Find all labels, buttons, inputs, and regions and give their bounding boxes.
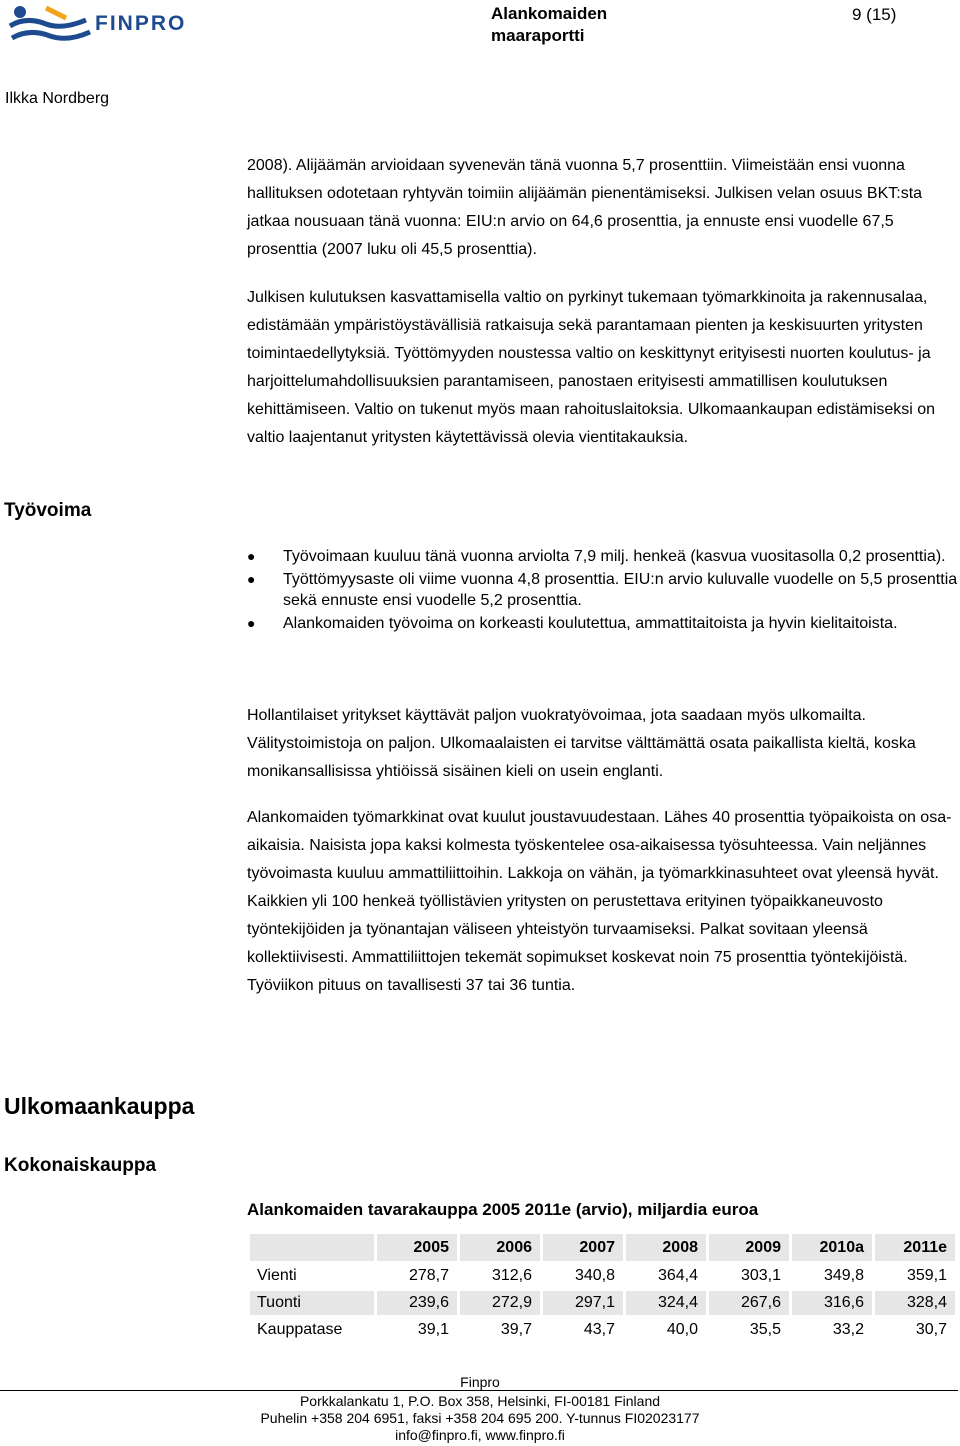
page-number: 9 (15) bbox=[852, 5, 897, 24]
bullet-text: Työttömyysaste oli viime vuonna 4,8 prosenttia. EIU:n arvio kuluvalle vuodelle on 5,5 prosenttia sekä ennuste ensi vuodelle 5,2 prosenttia. bbox=[283, 571, 958, 609]
table-cell: 349,8 bbox=[792, 1264, 872, 1288]
footer-web: info@finpro.fi, www.finpro.fi bbox=[395, 1427, 565, 1443]
row-label: Vienti bbox=[250, 1264, 374, 1288]
table-cell: 340,8 bbox=[543, 1264, 623, 1288]
footer-phone: Puhelin +358 204 6951, faksi +358 204 695 200. Y-tunnus FI02023177 bbox=[260, 1410, 700, 1426]
document-title bbox=[491, 3, 607, 47]
table-row bbox=[250, 1291, 955, 1315]
table-cell: 39,1 bbox=[377, 1318, 457, 1342]
table-cell: 39,7 bbox=[460, 1318, 540, 1342]
table-header-cell: 2010a bbox=[792, 1234, 872, 1261]
document-title-line1: Alankomaiden bbox=[491, 4, 608, 23]
logo-text: FINPRO bbox=[95, 12, 187, 35]
table-cell: 43,7 bbox=[543, 1318, 623, 1342]
bullet-text: Työvoimaan kuuluu tänä vuonna arviolta 7,9 milj. henkeä (kasvua vuositasolla 0,2 prosenttia). bbox=[283, 548, 946, 565]
table-header-cell: 2011e bbox=[875, 1234, 955, 1261]
workforce-bullet-list bbox=[247, 546, 959, 636]
table-cell: 364,4 bbox=[626, 1264, 706, 1288]
table-cell: 312,6 bbox=[460, 1264, 540, 1288]
bullet-icon: ● bbox=[247, 615, 256, 631]
trade-table bbox=[247, 1231, 958, 1345]
table-cell: 267,6 bbox=[709, 1291, 789, 1315]
table-cell: 328,4 bbox=[875, 1291, 955, 1315]
bullet-icon: ● bbox=[247, 571, 256, 587]
list-item bbox=[247, 569, 959, 611]
document-title-line2: maaraportti bbox=[491, 26, 585, 45]
table-header-cell: 2007 bbox=[543, 1234, 623, 1261]
author: Ilkka Nordberg bbox=[5, 90, 110, 107]
footer-org: Finpro bbox=[460, 1374, 500, 1390]
table-title: Alankomaiden tavarakauppa 2005 2011e (arvio), miljardia euroa bbox=[247, 1200, 759, 1219]
list-item bbox=[247, 613, 959, 634]
table-cell: 303,1 bbox=[709, 1264, 789, 1288]
table-header-cell: 2008 bbox=[626, 1234, 706, 1261]
bullet-text: Alankomaiden työvoima on korkeasti koulutettua, ammattitaitoista ja hyvin kielitaitoista. bbox=[283, 615, 898, 632]
table-cell: 272,9 bbox=[460, 1291, 540, 1315]
table-header-empty bbox=[250, 1234, 374, 1261]
table-header-cell: 2006 bbox=[460, 1234, 540, 1261]
table-cell: 316,6 bbox=[792, 1291, 872, 1315]
table-header-row bbox=[250, 1234, 955, 1261]
table-header-cell: 2005 bbox=[377, 1234, 457, 1261]
table-cell: 359,1 bbox=[875, 1264, 955, 1288]
section-heading: Ulkomaankauppa bbox=[4, 1093, 195, 1119]
finpro-logo-icon bbox=[6, 2, 96, 48]
list-item bbox=[247, 546, 959, 567]
table-cell: 278,7 bbox=[377, 1264, 457, 1288]
paragraph-labour-market: Alankomaiden työmarkkinat ovat kuulut joustavuudestaan. Lähes 40 prosenttia työpaikoista on osa-aikaisia. Naisista jopa kaksi kolmesta työskentelee osa-aikaisessa työsuhteessa. Vain neljännes työvoimasta kuuluu ammattiliittoihin. Lakkoja on vähän, ja työmarkkinasuhteet ovat yleensä hyvät. Kaikkien yli 100 henkeä työllistävien yritysten on perustettava erityinen työpaikkaneuvosto työntekijöiden ja työnantajan väliseen yhteistyön turvaamiseksi. Palkat sovitaan yleensä kollektiivisesti. Ammattiliittojen tekemät sopimukset koskevat noin 75 prosenttia työntekijöistä. Työviikon pituus on tavallisesti 37 tai 36 tuntia. bbox=[247, 809, 952, 994]
table-row bbox=[250, 1264, 955, 1288]
paragraph-temp-work: Hollantilaiset yritykset käyttävät paljon vuokratyövoimaa, jota saadaan myös ulkomailta. Välitystoimistoja on paljon. Ulkomaalaisten ei tarvitse välttämättä osata paikallista kieltä, koska monikansallisissa yhtiöissä sisäinen kieli on usein englanti. bbox=[247, 707, 916, 780]
table-header-cell: 2009 bbox=[709, 1234, 789, 1261]
side-heading-workforce: Työvoima bbox=[4, 500, 92, 521]
paragraph-budget: 2008). Alijäämän arvioidaan syvenevän tänä vuonna 5,7 prosenttiin. Viimeistään ensi vuonna hallituksen odotetaan ryhtyvän toimiin alijäämän pienentämiseksi. Julkisen velan osuus BKT:sta jatkaa nousuaan tänä vuonna: EIU:n arvio on 64,6 prosenttia, ja ennuste ensi vuodelle 67,5 prosenttia (2007 luku oli 45,5 prosenttia). bbox=[247, 157, 923, 258]
subsection-heading: Kokonaiskauppa bbox=[4, 1155, 157, 1176]
bullet-icon: ● bbox=[247, 548, 256, 564]
table-cell: 33,2 bbox=[792, 1318, 872, 1342]
table-cell: 35,5 bbox=[709, 1318, 789, 1342]
table-cell: 30,7 bbox=[875, 1318, 955, 1342]
footer-divider bbox=[0, 1390, 958, 1391]
table-cell: 297,1 bbox=[543, 1291, 623, 1315]
row-label: Tuonti bbox=[250, 1291, 374, 1315]
paragraph-public-spending: Julkisen kulutuksen kasvattamisella valtio on pyrkinyt tukemaan työmarkkinoita ja rakennusalaa, edistämään ympäristöystävällisiä ratkaisuja sekä parantamaan pienten ja keskisuurten yritysten toimintaedellytyksiä. Työttömyyden noustessa valtio on keskittynyt erityisesti nuorten koulutus- ja harjoittelumahdollisuuksien parantamiseen, panostaen erityisesti ammatillisen koulutuksen kehittämiseen. Valtio on tukenut myös maan rahoituslaitoksia. Ulkomaankaupan edistämiseksi on valtio laajentanut yritysten käytettävissä olevia vientitakauksia. bbox=[247, 289, 936, 446]
table-cell: 239,6 bbox=[377, 1291, 457, 1315]
table-cell: 324,4 bbox=[626, 1291, 706, 1315]
table-cell: 40,0 bbox=[626, 1318, 706, 1342]
footer-address: Porkkalankatu 1, P.O. Box 358, Helsinki, FI-00181 Finland bbox=[299, 1393, 661, 1409]
row-label: Kauppatase bbox=[250, 1318, 374, 1342]
table-row bbox=[250, 1318, 955, 1342]
